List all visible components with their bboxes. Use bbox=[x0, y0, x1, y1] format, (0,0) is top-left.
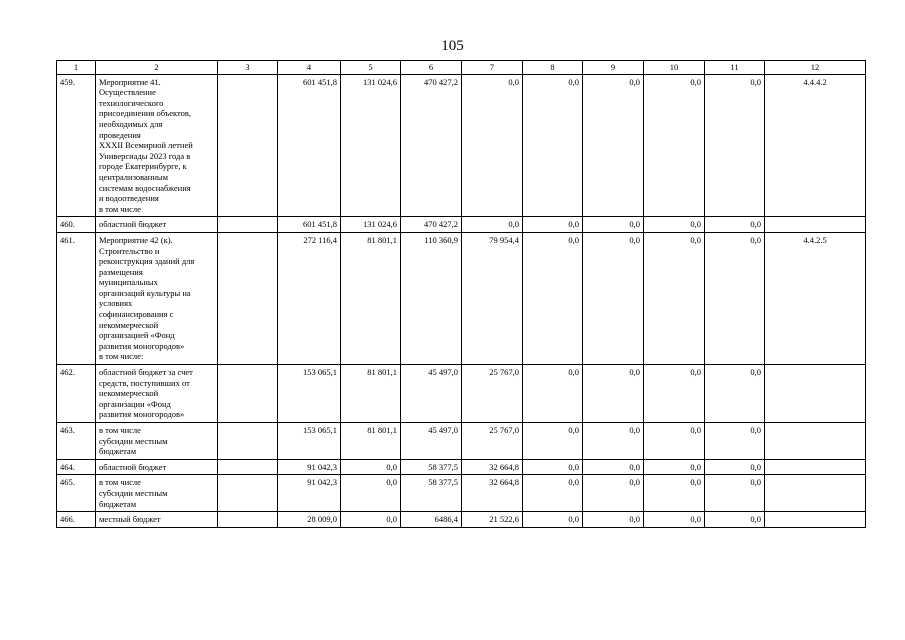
cell-col10: 0,0 bbox=[644, 74, 705, 217]
cell-col12: 4.4.2.5 bbox=[765, 232, 866, 364]
cell-col9: 0,0 bbox=[583, 475, 644, 512]
cell-col4: 272 116,4 bbox=[278, 232, 341, 364]
cell-col4: 601 451,8 bbox=[278, 74, 341, 217]
row-name: областной бюджет за счет средств, поступивших от некоммерческой организации «Фонд развития моногородов» bbox=[96, 365, 218, 423]
cell-col12 bbox=[765, 512, 866, 528]
row-index: 461. bbox=[57, 232, 96, 364]
row-name: Мероприятие 41. Осуществление технологического присоединения объектов, необходимых для проведения XXXII Всемирной летней Универсиады 2023 года в городе Екатеринбурге, к централизованным системам водоснабжения и водоотведения в том числе bbox=[96, 74, 218, 217]
cell-col10: 0,0 bbox=[644, 365, 705, 423]
cell-col6: 470 427,2 bbox=[401, 74, 462, 217]
table-row bbox=[57, 512, 866, 528]
row-name: Мероприятие 42 (к). Строительство и реконструкция зданий для размещения муниципальных организаций культуры на условиях софинансирования с некоммерческой организацией «Фонд развития моногородов» в том числе: bbox=[96, 232, 218, 364]
cell-col8: 0,0 bbox=[523, 475, 583, 512]
column-header: 7 bbox=[462, 61, 523, 75]
cell-col6: 58 377,5 bbox=[401, 459, 462, 475]
cell-col7: 32 664,8 bbox=[462, 459, 523, 475]
cell-col3 bbox=[218, 217, 278, 233]
cell-col8: 0,0 bbox=[523, 232, 583, 364]
cell-col12 bbox=[765, 459, 866, 475]
row-index: 466. bbox=[57, 512, 96, 528]
table-row bbox=[57, 459, 866, 475]
cell-col9: 0,0 bbox=[583, 512, 644, 528]
cell-col11: 0,0 bbox=[705, 512, 765, 528]
cell-col9: 0,0 bbox=[583, 74, 644, 217]
cell-col3 bbox=[218, 232, 278, 364]
cell-col11: 0,0 bbox=[705, 217, 765, 233]
cell-col7: 79 954,4 bbox=[462, 232, 523, 364]
row-index: 462. bbox=[57, 365, 96, 423]
column-header: 3 bbox=[218, 61, 278, 75]
cell-col11: 0,0 bbox=[705, 232, 765, 364]
cell-col8: 0,0 bbox=[523, 74, 583, 217]
table-row bbox=[57, 423, 866, 460]
cell-col11: 0,0 bbox=[705, 459, 765, 475]
row-index: 465. bbox=[57, 475, 96, 512]
cell-col10: 0,0 bbox=[644, 217, 705, 233]
cell-col5: 0,0 bbox=[341, 475, 401, 512]
cell-col10: 0,0 bbox=[644, 475, 705, 512]
cell-col3 bbox=[218, 512, 278, 528]
cell-col6: 110 360,9 bbox=[401, 232, 462, 364]
column-header: 8 bbox=[523, 61, 583, 75]
cell-col9: 0,0 bbox=[583, 423, 644, 460]
cell-col8: 0,0 bbox=[523, 423, 583, 460]
row-index: 463. bbox=[57, 423, 96, 460]
cell-col10: 0,0 bbox=[644, 459, 705, 475]
cell-col11: 0,0 bbox=[705, 365, 765, 423]
cell-col3 bbox=[218, 365, 278, 423]
column-header: 9 bbox=[583, 61, 644, 75]
table-row bbox=[57, 232, 866, 364]
row-name: местный бюджет bbox=[96, 512, 218, 528]
cell-col3 bbox=[218, 459, 278, 475]
cell-col9: 0,0 bbox=[583, 217, 644, 233]
cell-col7: 25 767,0 bbox=[462, 423, 523, 460]
cell-col9: 0,0 bbox=[583, 232, 644, 364]
cell-col7: 25 767,0 bbox=[462, 365, 523, 423]
cell-col4: 28 009,0 bbox=[278, 512, 341, 528]
row-index: 464. bbox=[57, 459, 96, 475]
column-header: 12 bbox=[765, 61, 866, 75]
row-name: областной бюджет bbox=[96, 217, 218, 233]
cell-col8: 0,0 bbox=[523, 459, 583, 475]
cell-col11: 0,0 bbox=[705, 74, 765, 217]
row-name: областной бюджет bbox=[96, 459, 218, 475]
cell-col12 bbox=[765, 423, 866, 460]
cell-col4: 91 042,3 bbox=[278, 475, 341, 512]
cell-col7: 0,0 bbox=[462, 74, 523, 217]
cell-col7: 32 664,8 bbox=[462, 475, 523, 512]
cell-col3 bbox=[218, 475, 278, 512]
cell-col6: 470 427,2 bbox=[401, 217, 462, 233]
cell-col11: 0,0 bbox=[705, 475, 765, 512]
cell-col8: 0,0 bbox=[523, 512, 583, 528]
row-name: в том числе субсидии местным бюджетам bbox=[96, 423, 218, 460]
table-row bbox=[57, 365, 866, 423]
column-header: 4 bbox=[278, 61, 341, 75]
column-header: 1 bbox=[57, 61, 96, 75]
cell-col5: 0,0 bbox=[341, 512, 401, 528]
cell-col9: 0,0 bbox=[583, 365, 644, 423]
row-name: в том числе субсидии местным бюджетам bbox=[96, 475, 218, 512]
cell-col5: 81 801,1 bbox=[341, 423, 401, 460]
column-header: 5 bbox=[341, 61, 401, 75]
cell-col8: 0,0 bbox=[523, 217, 583, 233]
cell-col6: 6486,4 bbox=[401, 512, 462, 528]
table-row bbox=[57, 475, 866, 512]
column-header: 11 bbox=[705, 61, 765, 75]
page-number: 105 bbox=[441, 38, 464, 54]
cell-col12 bbox=[765, 475, 866, 512]
cell-col5: 0,0 bbox=[341, 459, 401, 475]
cell-col3 bbox=[218, 423, 278, 460]
column-header: 6 bbox=[401, 61, 462, 75]
cell-col12 bbox=[765, 365, 866, 423]
cell-col12: 4.4.4.2 bbox=[765, 74, 866, 217]
cell-col4: 91 042,3 bbox=[278, 459, 341, 475]
cell-col9: 0,0 bbox=[583, 459, 644, 475]
table-row bbox=[57, 74, 866, 217]
cell-col6: 58 377,5 bbox=[401, 475, 462, 512]
table-header-row bbox=[57, 61, 866, 75]
cell-col12 bbox=[765, 217, 866, 233]
column-header: 10 bbox=[644, 61, 705, 75]
cell-col5: 131 024,6 bbox=[341, 217, 401, 233]
cell-col5: 81 801,1 bbox=[341, 232, 401, 364]
cell-col3 bbox=[218, 74, 278, 217]
table-row bbox=[57, 217, 866, 233]
cell-col5: 131 024,6 bbox=[341, 74, 401, 217]
cell-col7: 21 522,6 bbox=[462, 512, 523, 528]
column-header: 2 bbox=[96, 61, 218, 75]
row-index: 460. bbox=[57, 217, 96, 233]
cell-col5: 81 801,1 bbox=[341, 365, 401, 423]
row-index: 459. bbox=[57, 74, 96, 217]
cell-col6: 45 497,0 bbox=[401, 423, 462, 460]
cell-col4: 153 065,1 bbox=[278, 365, 341, 423]
cell-col4: 601 451,8 bbox=[278, 217, 341, 233]
cell-col10: 0,0 bbox=[644, 232, 705, 364]
cell-col4: 153 065,1 bbox=[278, 423, 341, 460]
cell-col8: 0,0 bbox=[523, 365, 583, 423]
cell-col11: 0,0 bbox=[705, 423, 765, 460]
cell-col6: 45 497,0 bbox=[401, 365, 462, 423]
cell-col10: 0,0 bbox=[644, 423, 705, 460]
cell-col7: 0,0 bbox=[462, 217, 523, 233]
budget-table bbox=[56, 60, 866, 528]
cell-col10: 0,0 bbox=[644, 512, 705, 528]
